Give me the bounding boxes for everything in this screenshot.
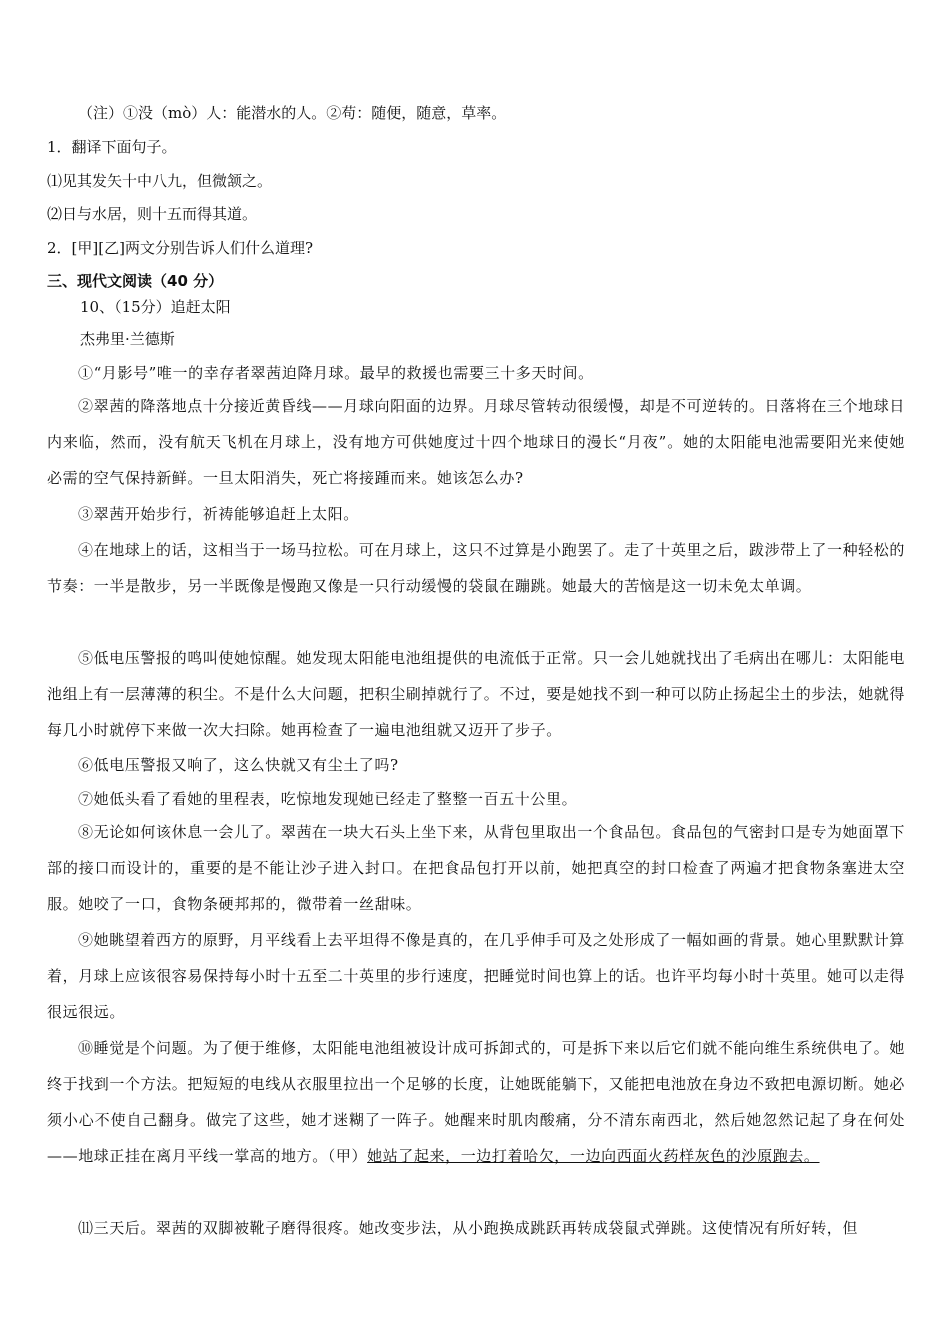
paragraph-11: ⑾三天后。翠茜的双脚被靴子磨得很疼。她改变步法，从小跑换成跳跃再转成袋鼠式弹跳。这使情况有所好转，但: [78, 1219, 859, 1237]
question-2: 2．[甲][乙]两文分别告诉人们什么道理?: [47, 239, 313, 257]
paragraph-5: ⑤低电压警报的鸣叫使她惊醒。她发现太阳能电池组提供的电流低于正常。只一会儿她就找出了毛病出在哪儿：太阳能电池组上有一层薄薄的积尘。不是什么大问题，把积尘刷掉就行了。不过，要是她找不到一种可以防止扬起尘土的步法，她就得每几小时就停下来做一次大扫除。她再检查了一遍电池组就又迈开了步子。: [47, 649, 906, 739]
question-1-sentence-1: ⑴见其发矢十中八九，但微颔之。: [47, 172, 273, 190]
question-1: 1．翻译下面句子。: [47, 138, 177, 156]
paragraph-10: [47, 1030, 905, 1174]
paragraph-2: ②翠茜的降落地点十分接近黄昏线——月球向阳面的边界。月球尽管转动很缓慢，却是不可逆转的。日落将在三个地球日内来临，然而，没有航天飞机在月球上，没有地方可供她度过十四个地球日的漫长“月夜”。她的太阳能电池需要阳光来使她必需的空气保持新鲜。一旦太阳消失，死亡将接踵而来。她该怎么办?: [47, 397, 905, 487]
paragraph-10-text: ⑩睡觉是个问题。为了便于维修，太阳能电池组被设计成可拆卸式的，可是拆下来以后它们就不能向维生系统供电了。她终于找到一个方法。把短短的电线从衣服里拉出一个足够的长度，让她既能躺下，又能把电池放在身边不致把电源切断。她必须小心不使自己翻身。做完了这些，她才迷糊了一阵子。她醒来时肌肉酸痛，分不清东南西北，然后她忽然记起了身在何处——地球正挂在离月平线一掌高的地方。（甲）: [47, 1039, 906, 1165]
paragraph-4: ④在地球上的话，这相当于一场马拉松。可在月球上，这只不过算是小跑罢了。走了十英里之后，跋涉带上了一种轻松的节奏：一半是散步，另一半既像是慢跑又像是一只行动缓慢的袋鼠在蹦跳。她最大的苦恼是这一切未免太单调。: [47, 541, 905, 595]
paragraph-7: ⑦她低头看了看她的里程表，吃惊地发现她已经走了整整一百五十公里。: [78, 790, 578, 808]
annotation-note: （注）①没（mò）人：能潜水的人。②苟：随便，随意，草率。: [78, 104, 507, 122]
paragraph-1: ①“月影号”唯一的幸存者翠茜迫降月球。最早的救援也需要三十多天时间。: [78, 364, 594, 382]
article-author: 杰弗里·兰德斯: [80, 330, 175, 348]
paragraph-9: ⑨她眺望着西方的原野，月平线看上去平坦得不像是真的，在几乎伸手可及之处形成了一幅如画的背景。她心里默默计算着，月球上应该很容易保持每小时十五至二十英里的步行速度，把睡觉时间也算上的话。也许平均每小时十英里。她可以走得很远很远。: [47, 931, 906, 1021]
paragraph-10-underlined-sentence: 她站了起来，一边打着哈欠，一边向西面火药样灰色的沙原跑去。: [367, 1147, 820, 1165]
paragraph-3: ③翠茜开始步行，祈祷能够追赶上太阳。: [78, 505, 359, 523]
question-1-sentence-2: ⑵日与水居，则十五而得其道。: [47, 205, 258, 223]
paragraph-6: ⑥低电压警报又响了，这么快就又有尘土了吗?: [78, 756, 399, 774]
article-title: 10、（15分）追赶太阳: [80, 298, 231, 316]
paragraph-8: ⑧无论如何该休息一会儿了。翠茜在一块大石头上坐下来，从背包里取出一个食品包。食品包的气密封口是专为她面罩下部的接口而设计的，重要的是不能让沙子进入封口。在把食品包打开以前，她把真空的封口检查了两遍才把食物条塞进太空服。她咬了一口，食物条硬邦邦的，微带着一丝甜味。: [47, 823, 905, 913]
section-heading: 三、现代文阅读（40 分）: [47, 272, 224, 290]
